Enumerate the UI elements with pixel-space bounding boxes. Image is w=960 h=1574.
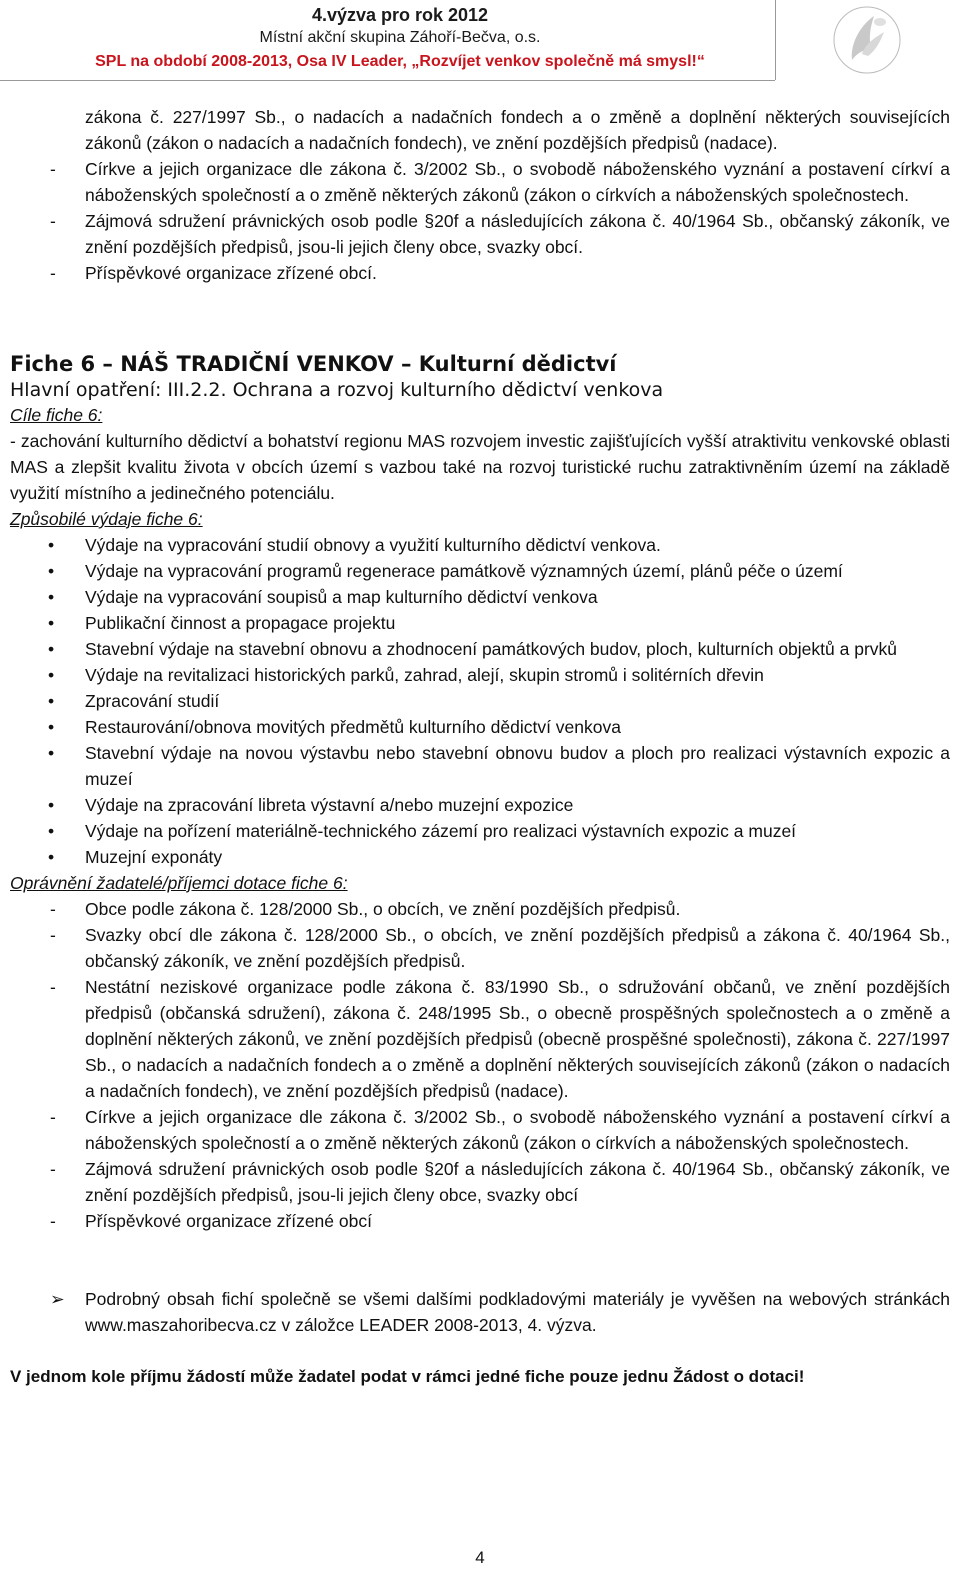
- fiche-title: Fiche 6 – NÁŠ TRADIČNÍ VENKOV – Kulturní dědictví: [10, 352, 617, 376]
- fiche-subtitle: Hlavní opatření: III.2.2. Ochrana a rozvoj kulturního dědictví venkova: [10, 379, 664, 401]
- mas-logo-icon: [822, 2, 912, 78]
- list-item: • Výdaje na zpracování libreta výstavní a/nebo muzejní expozice: [48, 795, 574, 815]
- final-notice: V jednom kole příjmu žádostí může žadatel podat v rámci jedné fiche pouze jednu Žádost o dotaci!: [10, 1367, 805, 1386]
- list-item: - Zájmová sdružení právnických osob podle §20f a následujících zákona č. 40/1964 Sb., občanský zákoník, ve znění pozdějších předpisů, jsou-li jejich členy obce, svazky obcí: [50, 1159, 950, 1205]
- list-item: - Nestátní neziskové organizace podle zákona č. 83/1990 Sb., o sdružování občanů, ve znění pozdějších předpisů (občanská sdružení), zákona č. 248/1995 Sb., o obecně prospěšných společnostech a o změně a doplnění některých zákonů, ve znění pozdějších předpisů (obecně prospěšné společnosti), zákona č. 227/1997 Sb., o nadacích a nadačních fondech a o změně a doplnění některých souvisejících zákonů (zákon o nadacích a nadačních fondech), ve znění pozdějších předpisů (nadace).: [50, 977, 950, 1101]
- list-item: • Restaurování/obnova movitých předmětů kulturního dědictví venkova: [48, 717, 621, 737]
- list-item: - Svazky obcí dle zákona č. 128/2000 Sb., o obcích, ve znění pozdějších předpisů a zákona č. 40/1964 Sb., občanský zákoník, ve znění pozdějších předpisů.: [50, 925, 950, 971]
- list-item: • Zpracování studií: [48, 691, 220, 711]
- header-title: 4.výzva pro rok 2012: [311, 5, 489, 25]
- list-item: - Příspěvkové organizace zřízené obcí.: [50, 263, 377, 283]
- header-program: SPL na období 2008-2013, Osa IV Leader, „Rozvíjet venkov společně má smysl!“: [95, 53, 705, 70]
- page-number: 4: [475, 1548, 485, 1567]
- list-item: - Obce podle zákona č. 128/2000 Sb., o obcích, ve znění pozdějších předpisů.: [50, 899, 681, 919]
- note-item: ➢ Podrobný obsah fichí společně se všemi dalšími podkladovými materiály je vyvěšen na webových stránkách www.maszahoribecva.cz v záložce LEADER 2008-2013, 4. výzva.: [50, 1289, 950, 1335]
- header-organization: Místní akční skupina Záhoří-Bečva, o.s.: [259, 29, 541, 46]
- document-body: [10, 104, 950, 1390]
- header-divider: [0, 80, 775, 81]
- costs-label: Způsobilé výdaje fiche 6:: [10, 509, 203, 529]
- list-item: • Výdaje na vypracování programů regenerace památkově významných území, plánů péče o území: [48, 561, 843, 581]
- list-item: - Církve a jejich organizace dle zákona č. 3/2002 Sb., o svobodě náboženského vyznání a postavení církví a náboženských společností a o změně některých zákonů (zákon o církvích a náboženských společnostech.: [50, 159, 950, 205]
- goals-text: - zachování kulturního dědictví a bohatství regionu MAS rozvojem investic zajišťujících vyšší atraktivitu venkovské oblasti MAS a zlepšit kvalitu života v obcích území s vazbou také na rozvoj turistické ruchu zatraktivněním území na základě využití místního a jedinečného potenciálu.: [10, 431, 950, 503]
- list-item: - Příspěvkové organizace zřízené obcí: [50, 1211, 372, 1231]
- list-item: • Výdaje na pořízení materiálně-technického zázemí pro realizaci výstavních expozic a muzeí: [48, 821, 797, 841]
- list-item: • Výdaje na revitalizaci historických parků, zahrad, alejí, skupin stromů i solitérních dřevin: [48, 665, 764, 685]
- list-item: • Stavební výdaje na novou výstavbu nebo stavební obnovu budov a ploch pro realizaci výstavních expozic a muzeí: [48, 743, 950, 789]
- list-item: • Stavební výdaje na stavební obnovu a zhodnocení památkových budov, ploch, kulturních objektů a prvků: [48, 639, 897, 659]
- header-vertical-divider: [775, 0, 776, 80]
- list-item: - Zájmová sdružení právnických osob podle §20f a následujících zákona č. 40/1964 Sb., občanský zákoník, ve znění pozdějších předpisů, jsou-li jejich členy obce, svazky obcí.: [50, 211, 950, 257]
- list-item: • Publikační činnost a propagace projektu: [48, 613, 396, 633]
- list-item: • Muzejní exponáty: [48, 847, 223, 867]
- applicants-label: Oprávnění žadatelé/příjemci dotace fiche 6:: [10, 873, 348, 893]
- list-item: - Církve a jejich organizace dle zákona č. 3/2002 Sb., o svobodě náboženského vyznání a postavení církví a náboženských společností a o změně některých zákonů (zákon o církvích a náboženských společnostech.: [50, 1107, 950, 1153]
- page-header: [0, 0, 960, 82]
- goals-label: Cíle fiche 6:: [10, 405, 103, 425]
- list-item: • Výdaje na vypracování studií obnovy a využití kulturního dědictví venkova.: [48, 535, 661, 555]
- continued-paragraph: zákona č. 227/1997 Sb., o nadacích a nadačních fondech a o změně a doplnění některých souvisejících zákonů (zákon o nadacích a nadačních fondech), ve znění pozdějších předpisů (nadace).: [85, 107, 950, 153]
- list-item: • Výdaje na vypracování soupisů a map kulturního dědictví venkova: [48, 587, 598, 607]
